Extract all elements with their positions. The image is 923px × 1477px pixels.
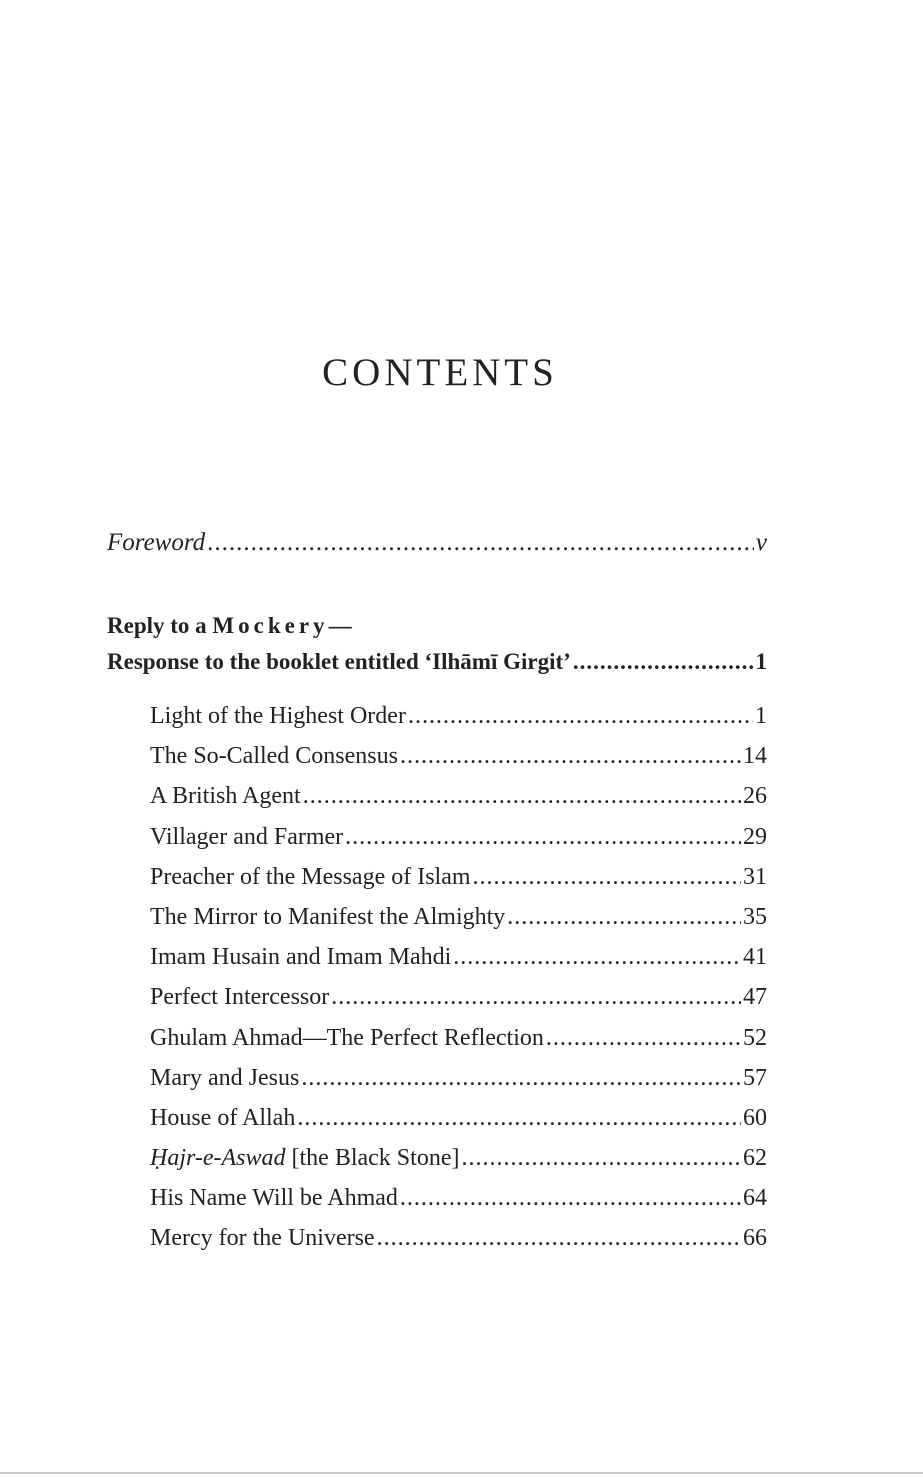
- toc-entry-label: Mercy for the Universe: [150, 1225, 375, 1252]
- section-title-prefix: Reply to a: [107, 613, 213, 638]
- dot-leader: [331, 977, 741, 1017]
- toc-page-number: 41: [743, 944, 767, 971]
- section-title-line1: [107, 608, 767, 644]
- toc-entry-label-italic: Ḥajr-e-Aswad: [150, 1145, 286, 1172]
- toc-page-number: 62: [743, 1145, 767, 1172]
- toc-entry-label: Preacher of the Message of Islam: [150, 863, 471, 890]
- toc-entry-label: The So-Called Consensus: [150, 743, 398, 770]
- toc-page-number: 26: [743, 783, 767, 810]
- toc-entry[interactable]: [150, 1138, 767, 1178]
- dot-leader: [408, 696, 753, 736]
- toc-entry-label: Ghulam Ahmad—The Perfect Reflection: [150, 1024, 544, 1051]
- toc-entry[interactable]: [150, 977, 767, 1017]
- table-of-contents: [107, 520, 767, 1259]
- toc-page-number: 52: [743, 1024, 767, 1051]
- dot-leader: [453, 937, 741, 977]
- dot-leader: [573, 644, 754, 680]
- toc-entry[interactable]: [150, 857, 767, 897]
- toc-page-number: 57: [743, 1064, 767, 1091]
- toc-entry-label: [150, 1138, 459, 1178]
- dot-leader: [473, 857, 741, 897]
- toc-entry-label: His Name Will be Ahmad: [150, 1185, 398, 1212]
- toc-entry-label: Response to the booklet entitled ‘Ilhāmī Girgit’: [107, 649, 571, 674]
- toc-entry-label: Villager and Farmer: [150, 823, 344, 850]
- toc-entry-label-rest: [the Black Stone]: [285, 1145, 460, 1172]
- toc-entry-label: Light of the Highest Order: [150, 703, 406, 729]
- toc-page-number: 1: [755, 649, 767, 674]
- toc-entry[interactable]: [150, 1178, 767, 1218]
- toc-entry[interactable]: [150, 897, 767, 937]
- toc-page-number: 60: [743, 1104, 767, 1131]
- toc-page-number: 66: [743, 1225, 767, 1252]
- dot-leader: [461, 1138, 741, 1178]
- dot-leader: [507, 897, 741, 937]
- toc-page-number: 47: [743, 984, 767, 1011]
- section-title-line2: [107, 644, 767, 680]
- toc-entry-label: The Mirror to Manifest the Almighty: [150, 903, 506, 930]
- page-title: CONTENTS: [322, 351, 558, 394]
- dot-leader: [301, 1058, 741, 1098]
- toc-page-number: 1: [755, 703, 767, 729]
- section-title-spaced: Mockery: [212, 613, 329, 638]
- dot-leader: [400, 736, 741, 776]
- toc-entry-label: House of Allah: [150, 1104, 296, 1131]
- toc-entry-label: A British Agent: [150, 783, 301, 810]
- toc-page-number: 64: [743, 1185, 767, 1212]
- toc-entry[interactable]: [150, 736, 767, 776]
- toc-entry[interactable]: [150, 1058, 767, 1098]
- toc-page-number: 29: [743, 823, 767, 850]
- toc-page-number: v: [755, 529, 767, 556]
- toc-entry-label: Perfect Intercessor: [150, 984, 330, 1011]
- section-title-dash: —: [328, 613, 352, 638]
- toc-entry[interactable]: [150, 1218, 767, 1258]
- dot-leader: [400, 1178, 741, 1218]
- toc-entry[interactable]: [150, 1018, 767, 1058]
- toc-entry[interactable]: [150, 817, 767, 857]
- dot-leader: [546, 1018, 741, 1058]
- dot-leader: [297, 1098, 741, 1138]
- dot-leader: [345, 817, 741, 857]
- toc-entry-label: Mary and Jesus: [150, 1064, 300, 1091]
- toc-entry-foreword[interactable]: [107, 520, 767, 566]
- toc-entry[interactable]: [150, 937, 767, 977]
- page-bottom-edge: [0, 1472, 923, 1474]
- toc-entry[interactable]: [150, 696, 767, 736]
- toc-page-number: 35: [743, 903, 767, 930]
- dot-leader: [207, 520, 754, 566]
- dot-leader: [303, 776, 741, 816]
- toc-section-reply-to-a-mockery[interactable]: [107, 608, 767, 680]
- dot-leader: [377, 1218, 741, 1258]
- toc-subentries: [107, 696, 767, 1259]
- toc-page-number: 14: [743, 743, 767, 770]
- toc-entry-label: Imam Husain and Imam Mahdi: [150, 944, 452, 971]
- toc-entry[interactable]: [150, 1098, 767, 1138]
- toc-page-number: 31: [743, 863, 767, 890]
- toc-entry[interactable]: [150, 776, 767, 816]
- toc-entry-label: Foreword: [107, 529, 206, 556]
